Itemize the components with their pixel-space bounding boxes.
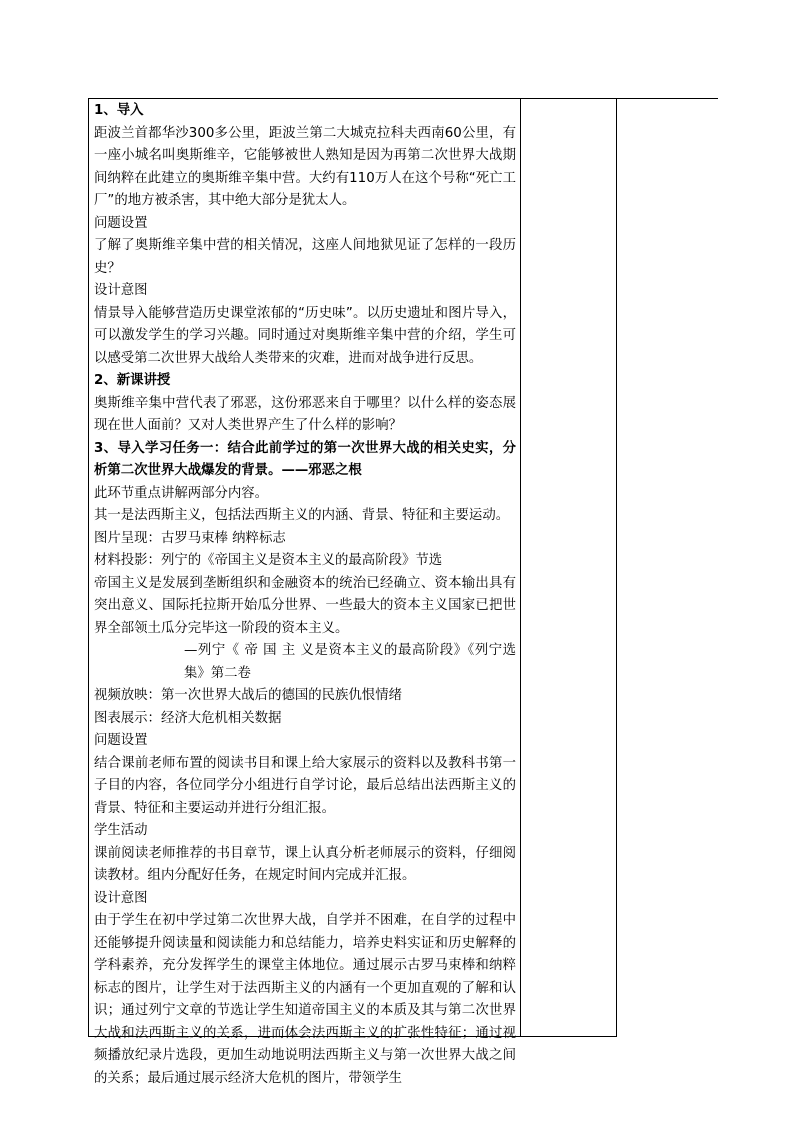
section-heading-task-one: 3、导入学习任务一：结合此前学过的第一次世界大战的相关史实，分析第二次世界大战爆发的背景。——邪恶之根 [94,440,516,478]
design-intent-text-2: 由于学生在初中学过第二次世界大战，自学并不困难，在自学的过程中还能够提升阅读量和阅读能力和总结能力，培养史料实证和历史解释的学科素养，充分发挥学生的课堂主体地位。通过展示古罗马束棒和纳粹标志的图片，让学生对于法西斯主义的内涵有一个更加直观的了解和认识；通过列宁文章的节选让学生知道帝国主义的本质及其与第二次世界大战和法西斯主义的关系，进而体会法西斯主义的扩张性特征；通过视频播放纪录片选段，更加生动地说明法西斯主义与第一次世界大战之间的关系；最后通过展示经济大危机的图片，带领学生 [94,913,516,1086]
table-left-border [88,98,89,1037]
question-label-2: 问题设置 [94,733,148,748]
lesson-content-cell [94,100,516,1090]
fascism-text: 其一是法西斯主义，包括法西斯主义的内涵、背景、特征和主要运动。 [94,508,510,523]
video-text: 视频放映：第一次世界大战后的德国的民族仇恨情绪 [94,688,402,703]
chart-display-text: 图表展示：经济大危机相关数据 [94,710,282,726]
question-label: 问题设置 [94,215,148,231]
table-top-border [88,98,718,99]
question-text-2: 结合课前老师布置的阅读书目和课上给大家展示的资料以及教科书第一子目的内容，各位同学分小组进行自学讨论，最后总结出法西斯主义的背景、特征和主要运动并进行分组汇报。 [94,755,516,816]
table-column-divider-2 [616,98,617,1037]
student-activity-text: 课前阅读老师推荐的书目章节，课上认真分析老师展示的资料，仔细阅读教材。组内分配好任务，在规定时间内完成并汇报。 [94,845,516,883]
imperialism-quote: 帝国主义是发展到垄断组织和金融资本的统治已经确立、资本输出具有突出意义、国际托拉斯开始瓜分世界、一些最大的资本主义国家已把世界全部领土瓜分完毕这一阶段的资本主义。 [94,575,516,636]
section-heading-new-lesson: 2、新课讲授 [94,373,171,388]
student-activity-label: 学生活动 [94,823,148,838]
image-presentation-text: 图片呈现：古罗马束棒 纳粹标志 [94,530,286,546]
material-projection-text: 材料投影：列宁的《帝国主义是资本主义的最高阶段》节选 [94,553,443,568]
design-intent-label-2: 设计意图 [94,890,148,906]
section-heading-intro: 1、导入 [94,103,144,118]
new-lesson-text: 奥斯维辛集中营代表了邪恶，这份邪恶来自于哪里？以什么样的姿态展现在世人面前？又对人类世界产生了什么样的影响？ [94,395,516,433]
question-text: 了解了奥斯维辛集中营的相关情况，这座人间地狱见证了怎样的一段历史？ [94,238,516,276]
quote-citation: —列宁《 帝 国 主 义是资本主义的最高阶段》《列宁选集》第二卷 [184,643,516,681]
intro-paragraph: 距波兰首都华沙300多公里，距波兰第二大城克拉科夫西南60公里，有一座小城名叫奥斯维辛，它能够被世人熟知是因为再第二次世界大战期间纳粹在此建立的奥斯维辛集中营。大约有110万人在这个号称“死亡工厂”的地方被杀害，其中绝大部分是犹太人。 [94,125,516,208]
design-intent-text: 情景导入能够营造历史课堂浓郁的“历史味”。以历史遗址和图片导入，可以激发学生的学习兴趣。同时通过对奥斯维辛集中营的介绍，学生可以感受第二次世界大战给人类带来的灾难，进而对战争进行反思。 [94,305,516,366]
design-intent-label: 设计意图 [94,283,148,298]
focus-text: 此环节重点讲解两部分内容。 [94,485,269,501]
table-column-divider-1 [520,98,521,1037]
